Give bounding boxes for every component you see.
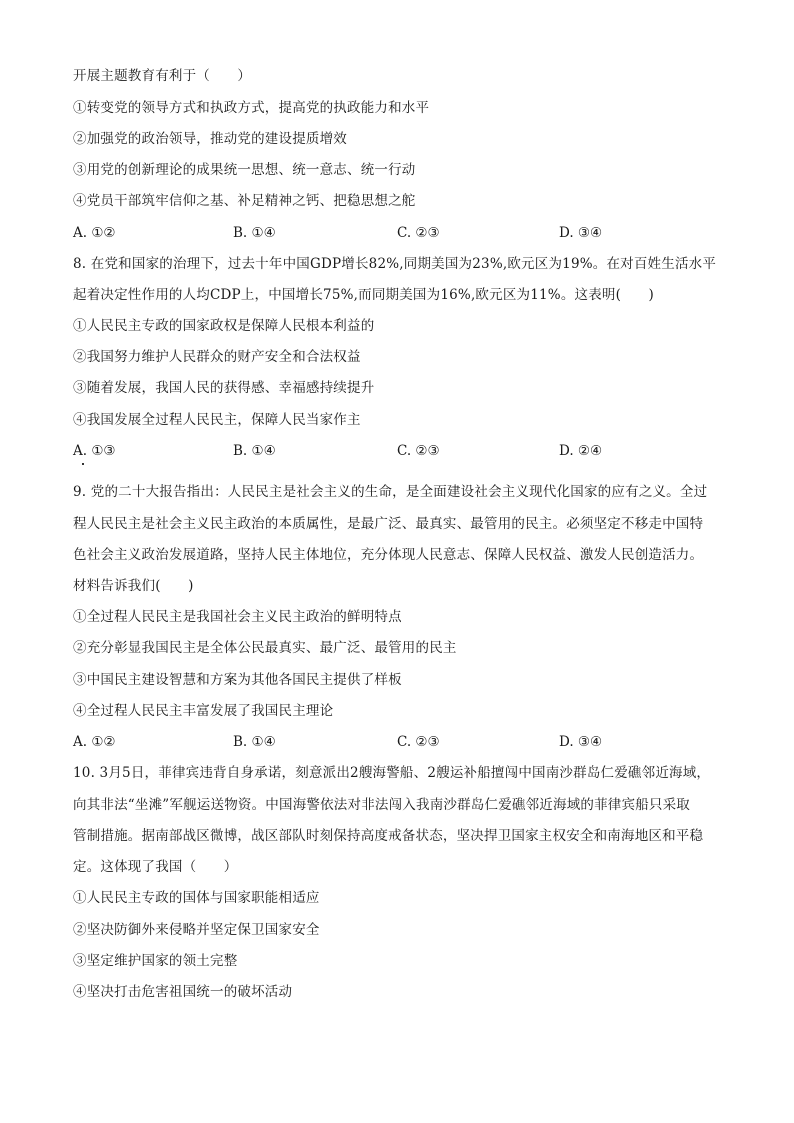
q8-stem-line-2: 起着决定性作用的人均CDP上，中国增长75%,而同期美国为16%,欧元区为11%。这表明( ) (73, 287, 654, 303)
q9-option-b: B. ①④ (233, 734, 276, 750)
q8-item-3: ③随着发展，我国人民的获得感、幸福感持续提升 (73, 380, 375, 396)
q8-options (73, 441, 733, 461)
q9-option-d: D. ③④ (559, 734, 603, 750)
q10-stem-line-3: 管制措施。据南部战区微博，战区部队时刻保持高度戒备状态，坚决捍卫国家主权安全和南海地区和平稳 (73, 828, 704, 844)
q9-item-4: ④全过程人民民主丰富发展了我国民主理论 (73, 703, 334, 719)
q8-option-d: D. ②④ (559, 443, 603, 459)
q9-option-c: C. ②③ (397, 734, 440, 750)
q9-item-2: ②充分彰显我国民主是全体公民最真实、最广泛、最管用的民主 (73, 640, 457, 656)
q8-option-b: B. ①④ (233, 443, 276, 459)
q10-item-1: ①人民民主专政的国体与国家职能相适应 (73, 890, 320, 906)
q9-item-1: ①全过程人民民主是我国社会主义民主政治的鲜明特点 (73, 609, 402, 625)
q9-option-a: A. ①② (73, 734, 116, 750)
q9-stem-line-1: 9. 党的二十大报告指出：人民民主是社会主义的生命，是全面建设社会主义现代化国家的应有之义。全过 (73, 484, 708, 500)
q9-options (73, 732, 733, 752)
q10-stem-line-4: 定。这体现了我国（ ） (73, 859, 238, 875)
q8-option-c: C. ②③ (397, 443, 440, 459)
q10-stem-line-2: 向其非法“坐滩”军舰运送物资。中国海警依法对非法闯入我南沙群岛仁爱礁邻近海域的菲律宾船只采取 (73, 797, 691, 813)
q10-item-4: ④坚决打击危害祖国统一的破坏活动 (73, 984, 293, 1000)
q7-option-b: B. ①④ (233, 225, 276, 241)
q9-stem-line-4: 材料告诉我们( ) (73, 578, 194, 594)
q10-stem-line-1: 10. 3月5日，菲律宾违背自身承诺，刻意派出2艘海警船、2艘运补船擅闯中国南沙群岛仁爱礁邻近海域， (73, 765, 711, 781)
q9-stem-line-3: 色社会主义政治发展道路，坚持人民主体地位，充分体现人民意志、保障人民权益、激发人民创造活力。 (73, 547, 704, 563)
q7-item-2: ②加强党的政治领导，推动党的建设提质增效 (73, 131, 347, 147)
q7-item-1: ①转变党的领导方式和执政方式，提高党的执政能力和水平 (73, 100, 430, 116)
q8-stem-line-1: 8. 在党和国家的治理下，过去十年中国GDP增长82%,同期美国为23%,欧元区为19%。在对百姓生活水平 (73, 256, 717, 272)
stray-dot-mark (82, 463, 84, 465)
q8-option-a: A. ①③ (73, 443, 116, 459)
q8-item-1: ①人民民主专政的国家政权是保障人民根本利益的 (73, 318, 375, 334)
q7-item-3: ③用党的创新理论的成果统一思想、统一意志、统一行动 (73, 162, 416, 178)
q9-item-3: ③中国民主建设智慧和方案为其他各国民主提供了样板 (73, 672, 402, 688)
q7-stem: 开展主题教育有利于（ ） (73, 68, 252, 84)
q8-item-4: ④我国发展全过程人民民主，保障人民当家作主 (73, 412, 361, 428)
q8-item-2: ②我国努力维护人民群众的财产安全和合法权益 (73, 349, 361, 365)
q10-item-3: ③坚定维护国家的领土完整 (73, 953, 238, 969)
q7-option-c: C. ②③ (397, 225, 440, 241)
q7-option-a: A. ①② (73, 225, 116, 241)
q7-options (73, 223, 733, 243)
q7-item-4: ④党员干部筑牢信仰之基、补足精神之钙、把稳思想之舵 (73, 193, 416, 209)
q10-item-2: ②坚决防御外来侵略并坚定保卫国家安全 (73, 922, 320, 938)
q9-stem-line-2: 程人民民主是社会主义民主政治的本质属性，是最广泛、最真实、最管用的民主。必须坚定不移走中国特 (73, 516, 704, 532)
q7-option-d: D. ③④ (559, 225, 603, 241)
